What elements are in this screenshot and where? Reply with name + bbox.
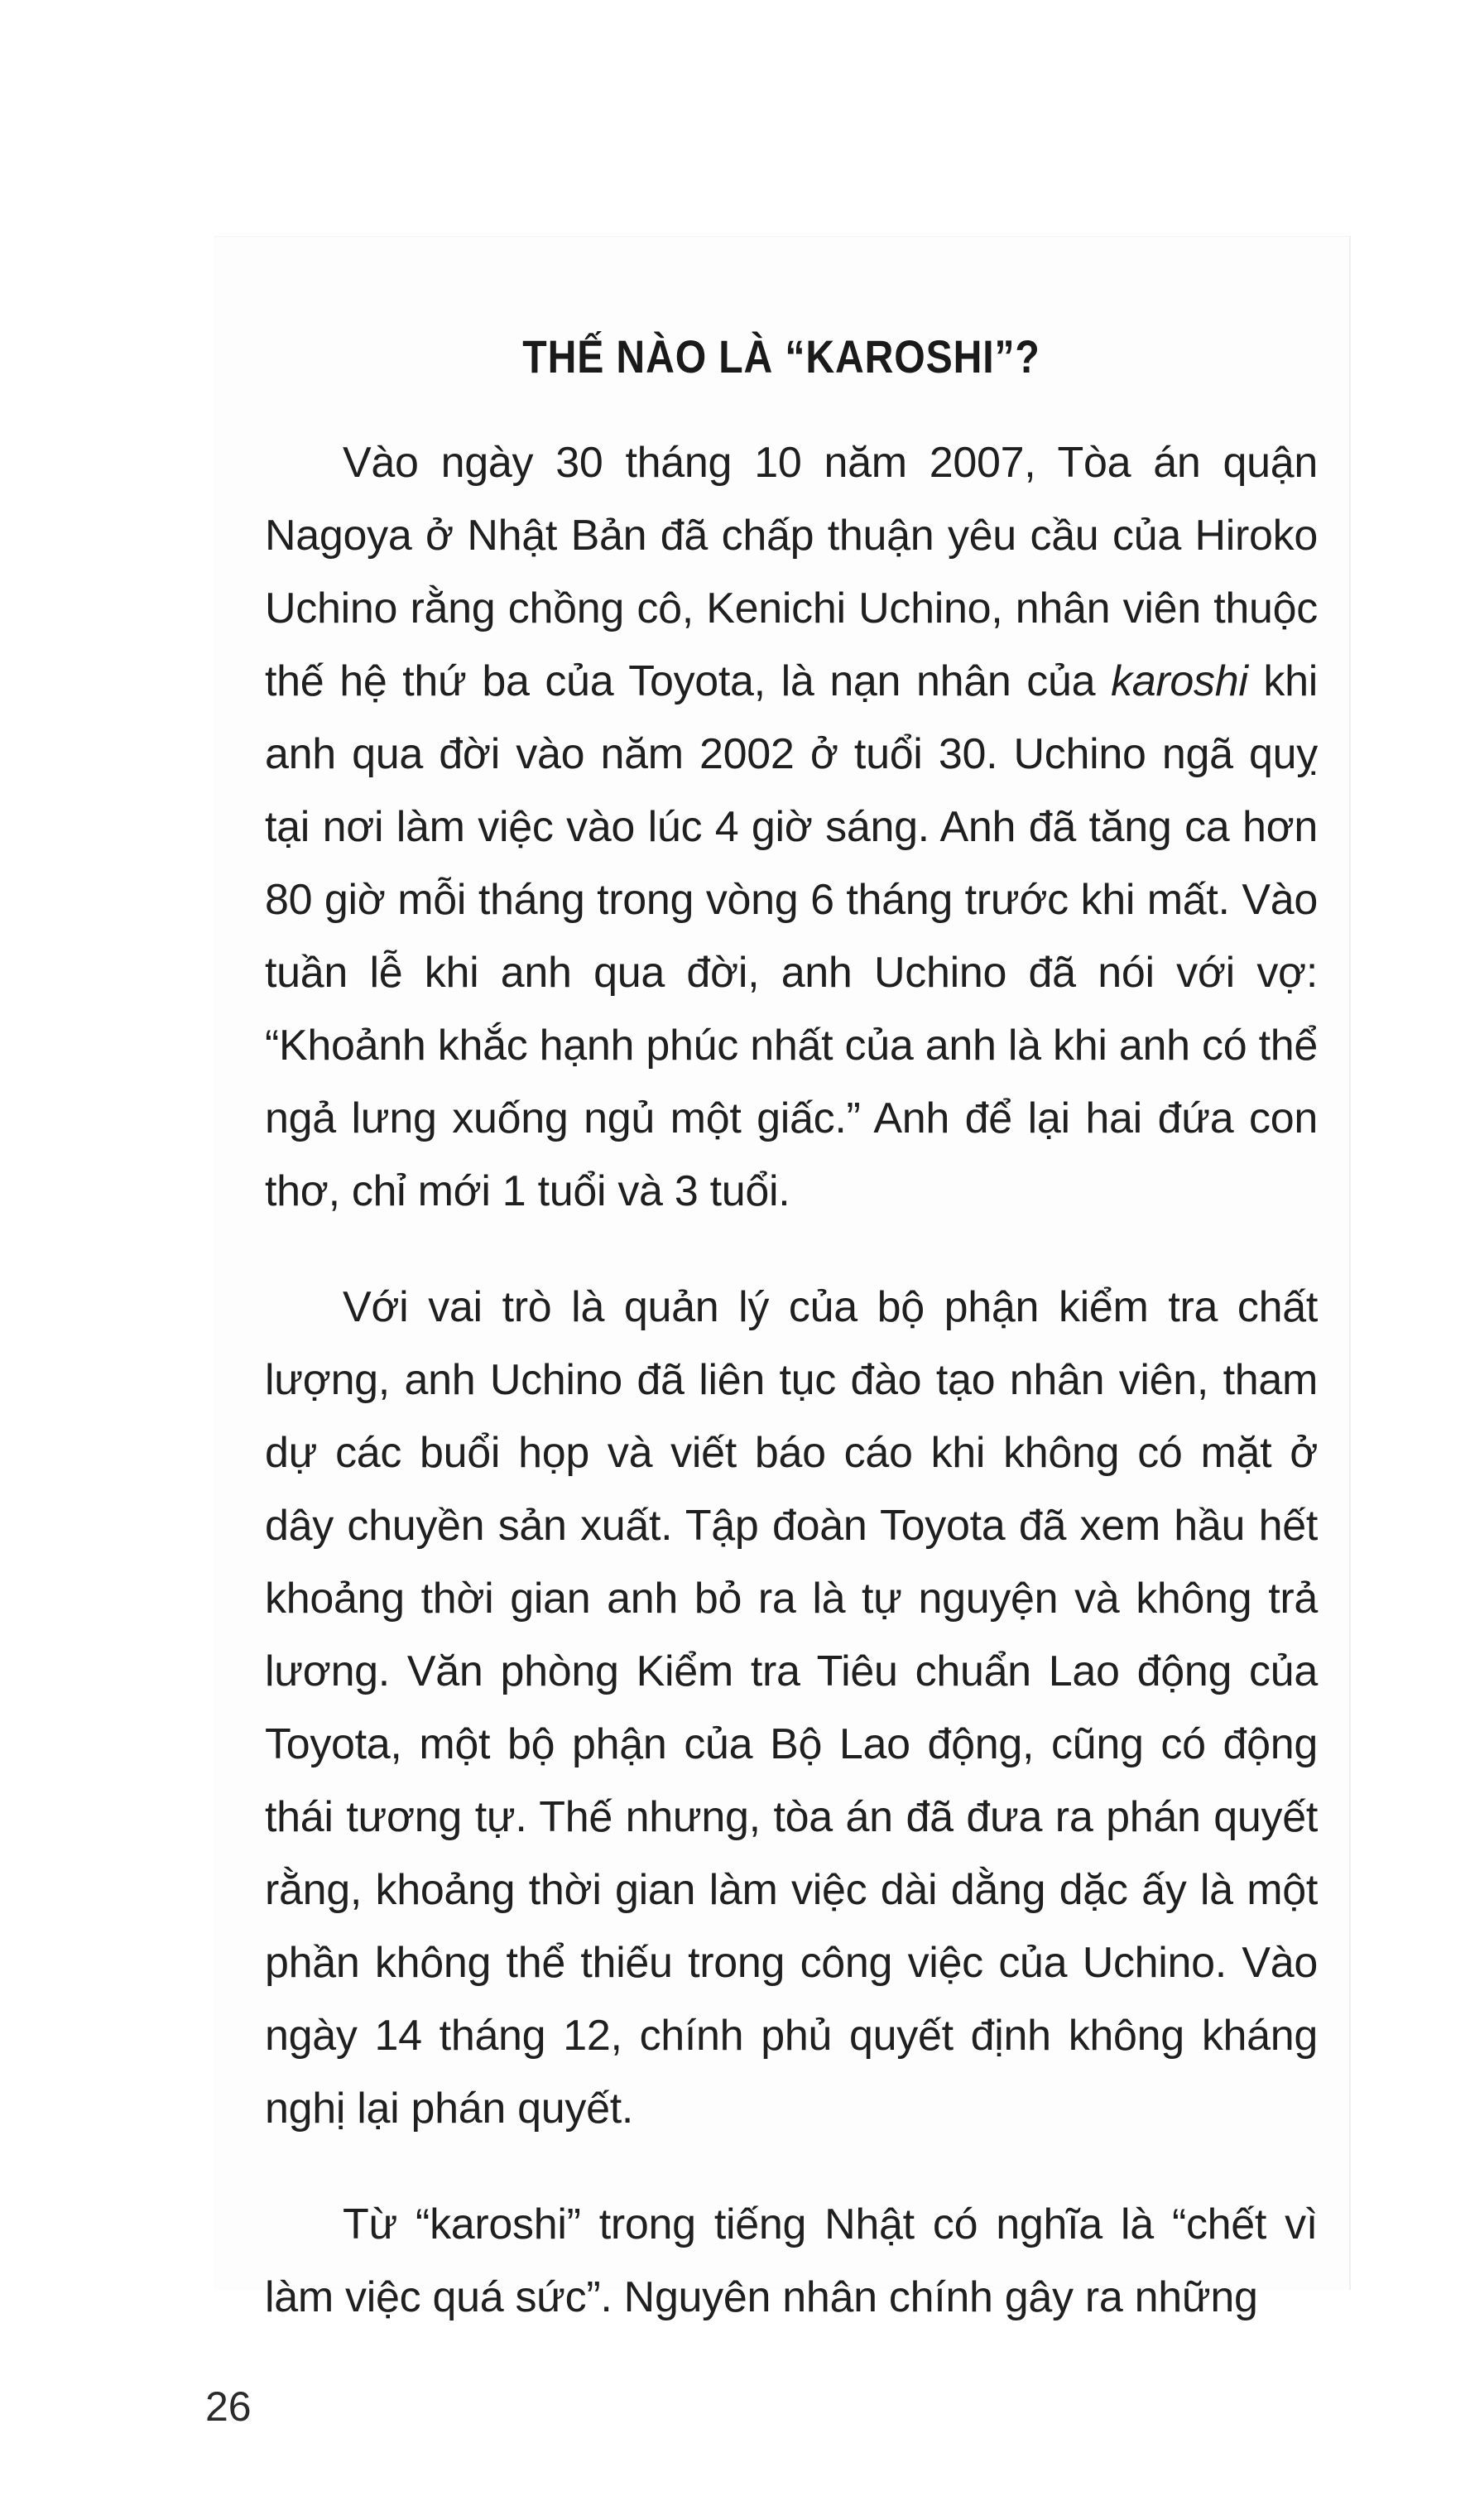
section-heading: THẾ NÀO LÀ “KAROSHI”? xyxy=(522,330,1040,382)
page-number: 26 xyxy=(205,2383,252,2430)
body-text xyxy=(265,426,1318,2334)
paragraph-2: Với vai trò là quản lý của bộ phận kiểm tra chất lượng, anh Uchino đã liên tục đào tạo nhân viên, tham dự các buổi họp và viết báo cáo khi không có mặt ở dây chuyền sản xuất. Tập đoàn Toyota đã xem hầu hết khoảng thời gian anh bỏ ra là tự nguyện và không trả lương. Văn phòng Kiểm tra Tiêu chuẩn Lao động của Toyota, một bộ phận của Bộ Lao động, cũng có động thái tương tự. Thế nhưng, tòa án đã đưa ra phán quyết rằng, khoảng thời gian làm việc dài dằng dặc ấy là một phần không thể thiếu trong công việc của Uchino. Vào ngày 14 tháng 12, chính phủ quyết định không kháng nghị lại phán quyết. xyxy=(265,1283,1318,2133)
paragraph-1-text-start: Vào ngày 30 tháng 10 năm 2007, Tòa án quận Nagoya ở Nhật Bản đã chấp thuận yêu cầu của Hiroko Uchino rằng chồng cô, Kenichi Uchino, nhân viên thuộc thế hệ thứ ba của Toyota, là nạn nhân của xyxy=(265,439,1318,705)
karoshi-emphasis: karoshi xyxy=(1111,657,1248,705)
paragraph-1 xyxy=(265,426,1318,1228)
paragraph-3: Từ “karoshi” trong tiếng Nhật có nghĩa là “chết vì làm việc quá sức”. Nguyên nhân chính gây ra những xyxy=(265,2200,1318,2321)
paragraph-1-text-end: khi anh qua đời vào năm 2002 ở tuổi 30. Uchino ngã quỵ tại nơi làm việc vào lúc 4 giờ sáng. Anh đã tăng ca hơn 80 giờ mỗi tháng trong vòng 6 tháng trước khi mất. Vào tuần lễ khi anh qua đời, anh Uchino đã nói với vợ: “Khoảnh khắc hạnh phúc nhất của anh là khi anh có thể ngả lưng xuống ngủ một giấc.” Anh để lại hai đứa con thơ, chỉ mới 1 tuổi và 3 tuổi. xyxy=(265,657,1318,1215)
